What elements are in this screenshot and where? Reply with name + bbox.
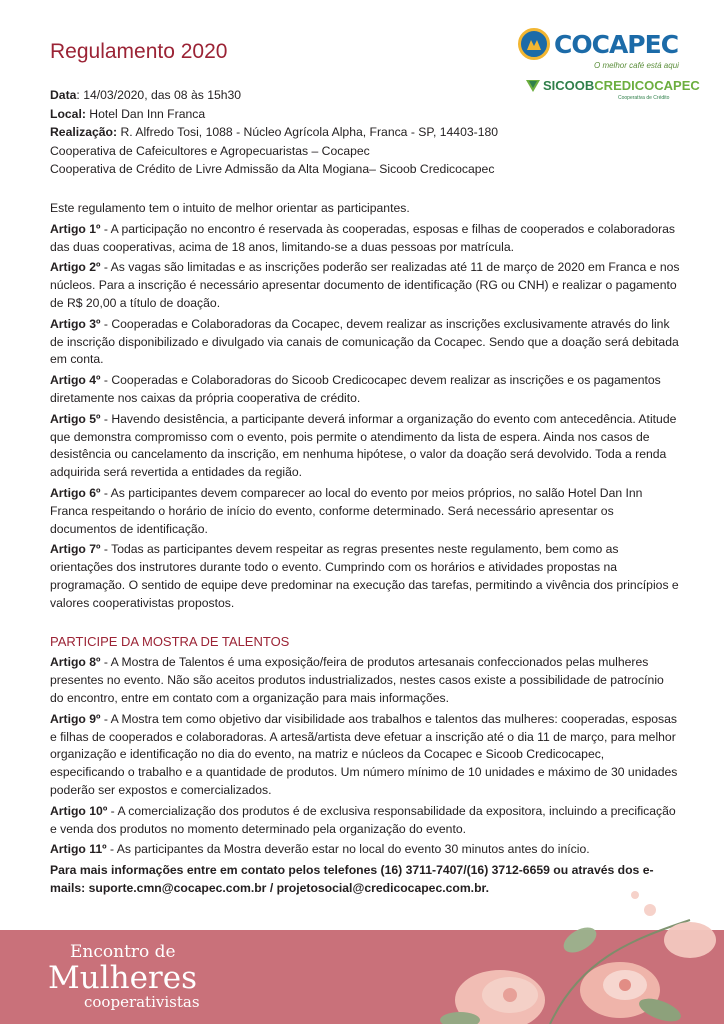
regulation-body <box>50 200 680 901</box>
sicoob-wordmark: SICOOBCREDICOCAPEC <box>543 78 700 93</box>
cocapec-logo <box>518 28 678 60</box>
flower-decoration-icon <box>430 880 724 1024</box>
logos <box>518 28 698 103</box>
sicoob-logo <box>526 78 700 93</box>
cocapec-wordmark: COCAPEC <box>554 29 679 59</box>
sicoob-subtitle: Cooperativa de Crédito <box>618 95 670 101</box>
article: Artigo 2º - As vagas são limitadas e as inscrições poderão ser realizadas até 11 de março de 2020 em Franca e nos núcleos. Para a inscrição é necessário apresentar documento de identificação (RG ou CNH) e realizar o pagamento de R$ 20,00 a título de doação. <box>50 260 680 310</box>
article: Artigo 3º - Cooperadas e Colaboradoras da Cocapec, devem realizar as inscrições exclusivamente através do link de inscrição disponibilizado e divulgado via canais de comunicação da Cocapec. Sendo que a doação será debitada em conta. <box>50 316 679 367</box>
organizer-coop-1: Cooperativa de Cafeicultores e Agropecuaristas – Cocapec <box>50 143 370 158</box>
article: Artigo 9º - A Mostra tem como objetivo dar visibilidade aos trabalhos e talentos das mulheres: cooperadas, esposas e filhas de cooperados e colaboradoras. A artesã/artista deve efetuar a inscrição até o dia 11 de março, para melhor organização e identificação no dia do evento, na matriz e núcleos da Cocapec e Sicoob Credicocapec, especificando o trabalho e a quantidade de produtos. Um número mínimo de 10 unidades e máximo de 30 unidades poderão ser expostos e comercializados. <box>50 711 678 797</box>
article: Artigo 5º - Havendo desistência, a participante deverá informar a organização do evento com antecedência. Atitude que demonstra compromisso com o evento, pois permite o atendimento da lista de espera. Ainda nos casos de desistência ou cancelamento da inscrição, em nenhuma hipótese, o valor da doação será devolvido. Toda a renda adquirida será revertida a entidades da região. <box>50 411 677 480</box>
article: Artigo 11º - As participantes da Mostra deverão estar no local do evento 30 minutos antes do início. <box>50 842 590 857</box>
organizer-coop-2: Cooperativa de Crédito de Livre Admissão da Alta Mogiana– Sicoob Credicocapec <box>50 162 495 176</box>
article: Artigo 7º - Todas as participantes devem respeitar as regras presentes neste regulamento, bem como as orientações dos instrutores durante todo o evento. Cumprindo com os horários e atividades propostas na programação. O sentido de equipe deve predominar na execução das tarefas, permitindo a vivência dos princípios e valores cooperativistas propostos. <box>50 542 679 610</box>
location-line: Local: Hotel Dan Inn Franca <box>50 106 206 121</box>
event-details <box>50 86 498 179</box>
section-heading-talents: PARTICIPE DA MOSTRA DE TALENTOS <box>50 633 290 649</box>
cocapec-tagline: O melhor café está aqui <box>594 61 679 70</box>
intro-text: Este regulamento tem o intuito de melhor orientar as participantes. <box>50 201 410 215</box>
date-line: Data: 14/03/2020, das 08 às 15h30 <box>50 88 242 102</box>
article: Artigo 6º - As participantes devem comparecer ao local do evento por meios próprios, no salão Hotel Dan Inn Franca respeitando o horário de início do evento, conforme determinado. Será necessário apresentar os documentos de identificação. <box>50 485 643 536</box>
article: Artigo 10º - A comercialização dos produtos é de exclusiva responsabilidade da expositora, incluindo a precificação e venda dos produtos no momento determinado pela organização do evento. <box>50 803 676 836</box>
article: Artigo 4º - Cooperadas e Colaboradoras do Sicoob Credicocapec devem realizar as inscrições e os pagamentos diretamente nos caixas da própria cooperativa de crédito. <box>50 373 661 405</box>
sicoob-mark-icon <box>526 80 540 92</box>
cocapec-badge-icon <box>518 28 550 60</box>
contact-info: Para mais informações entre em contato pelos telefones (16) 3711-7407/(16) 3712-6659 ou através dos e-mails: suporte.cmn@cocapec.com.br / projetosocial@credicocapec.com.br. <box>50 863 654 895</box>
article: Artigo 1º - A participação no encontro é reservada às cooperadas, esposas e filhas de cooperados e colaboradoras das duas cooperativas, acima de 18 anos, limitando-se a duas pessoas por matrícula. <box>50 221 676 254</box>
article: Artigo 8º - A Mostra de Talentos é uma exposição/feira de produtos artesanais confeccionados pelas mulheres presentes no evento. Não são aceitos produtos industrializados, nestes casos existe a possibilidade de patrocínio do encontro, entre em contato com a organização para mais informações. <box>50 655 664 705</box>
event-logo-text: Encontro de Mulheres cooperativistas <box>48 942 200 1011</box>
organizer-line: Realização: R. Alfredo Tosi, 1088 - Núcleo Agrícola Alpha, Franca - SP, 14403-180 <box>50 125 499 139</box>
page-title: Regulamento 2020 <box>50 40 228 63</box>
